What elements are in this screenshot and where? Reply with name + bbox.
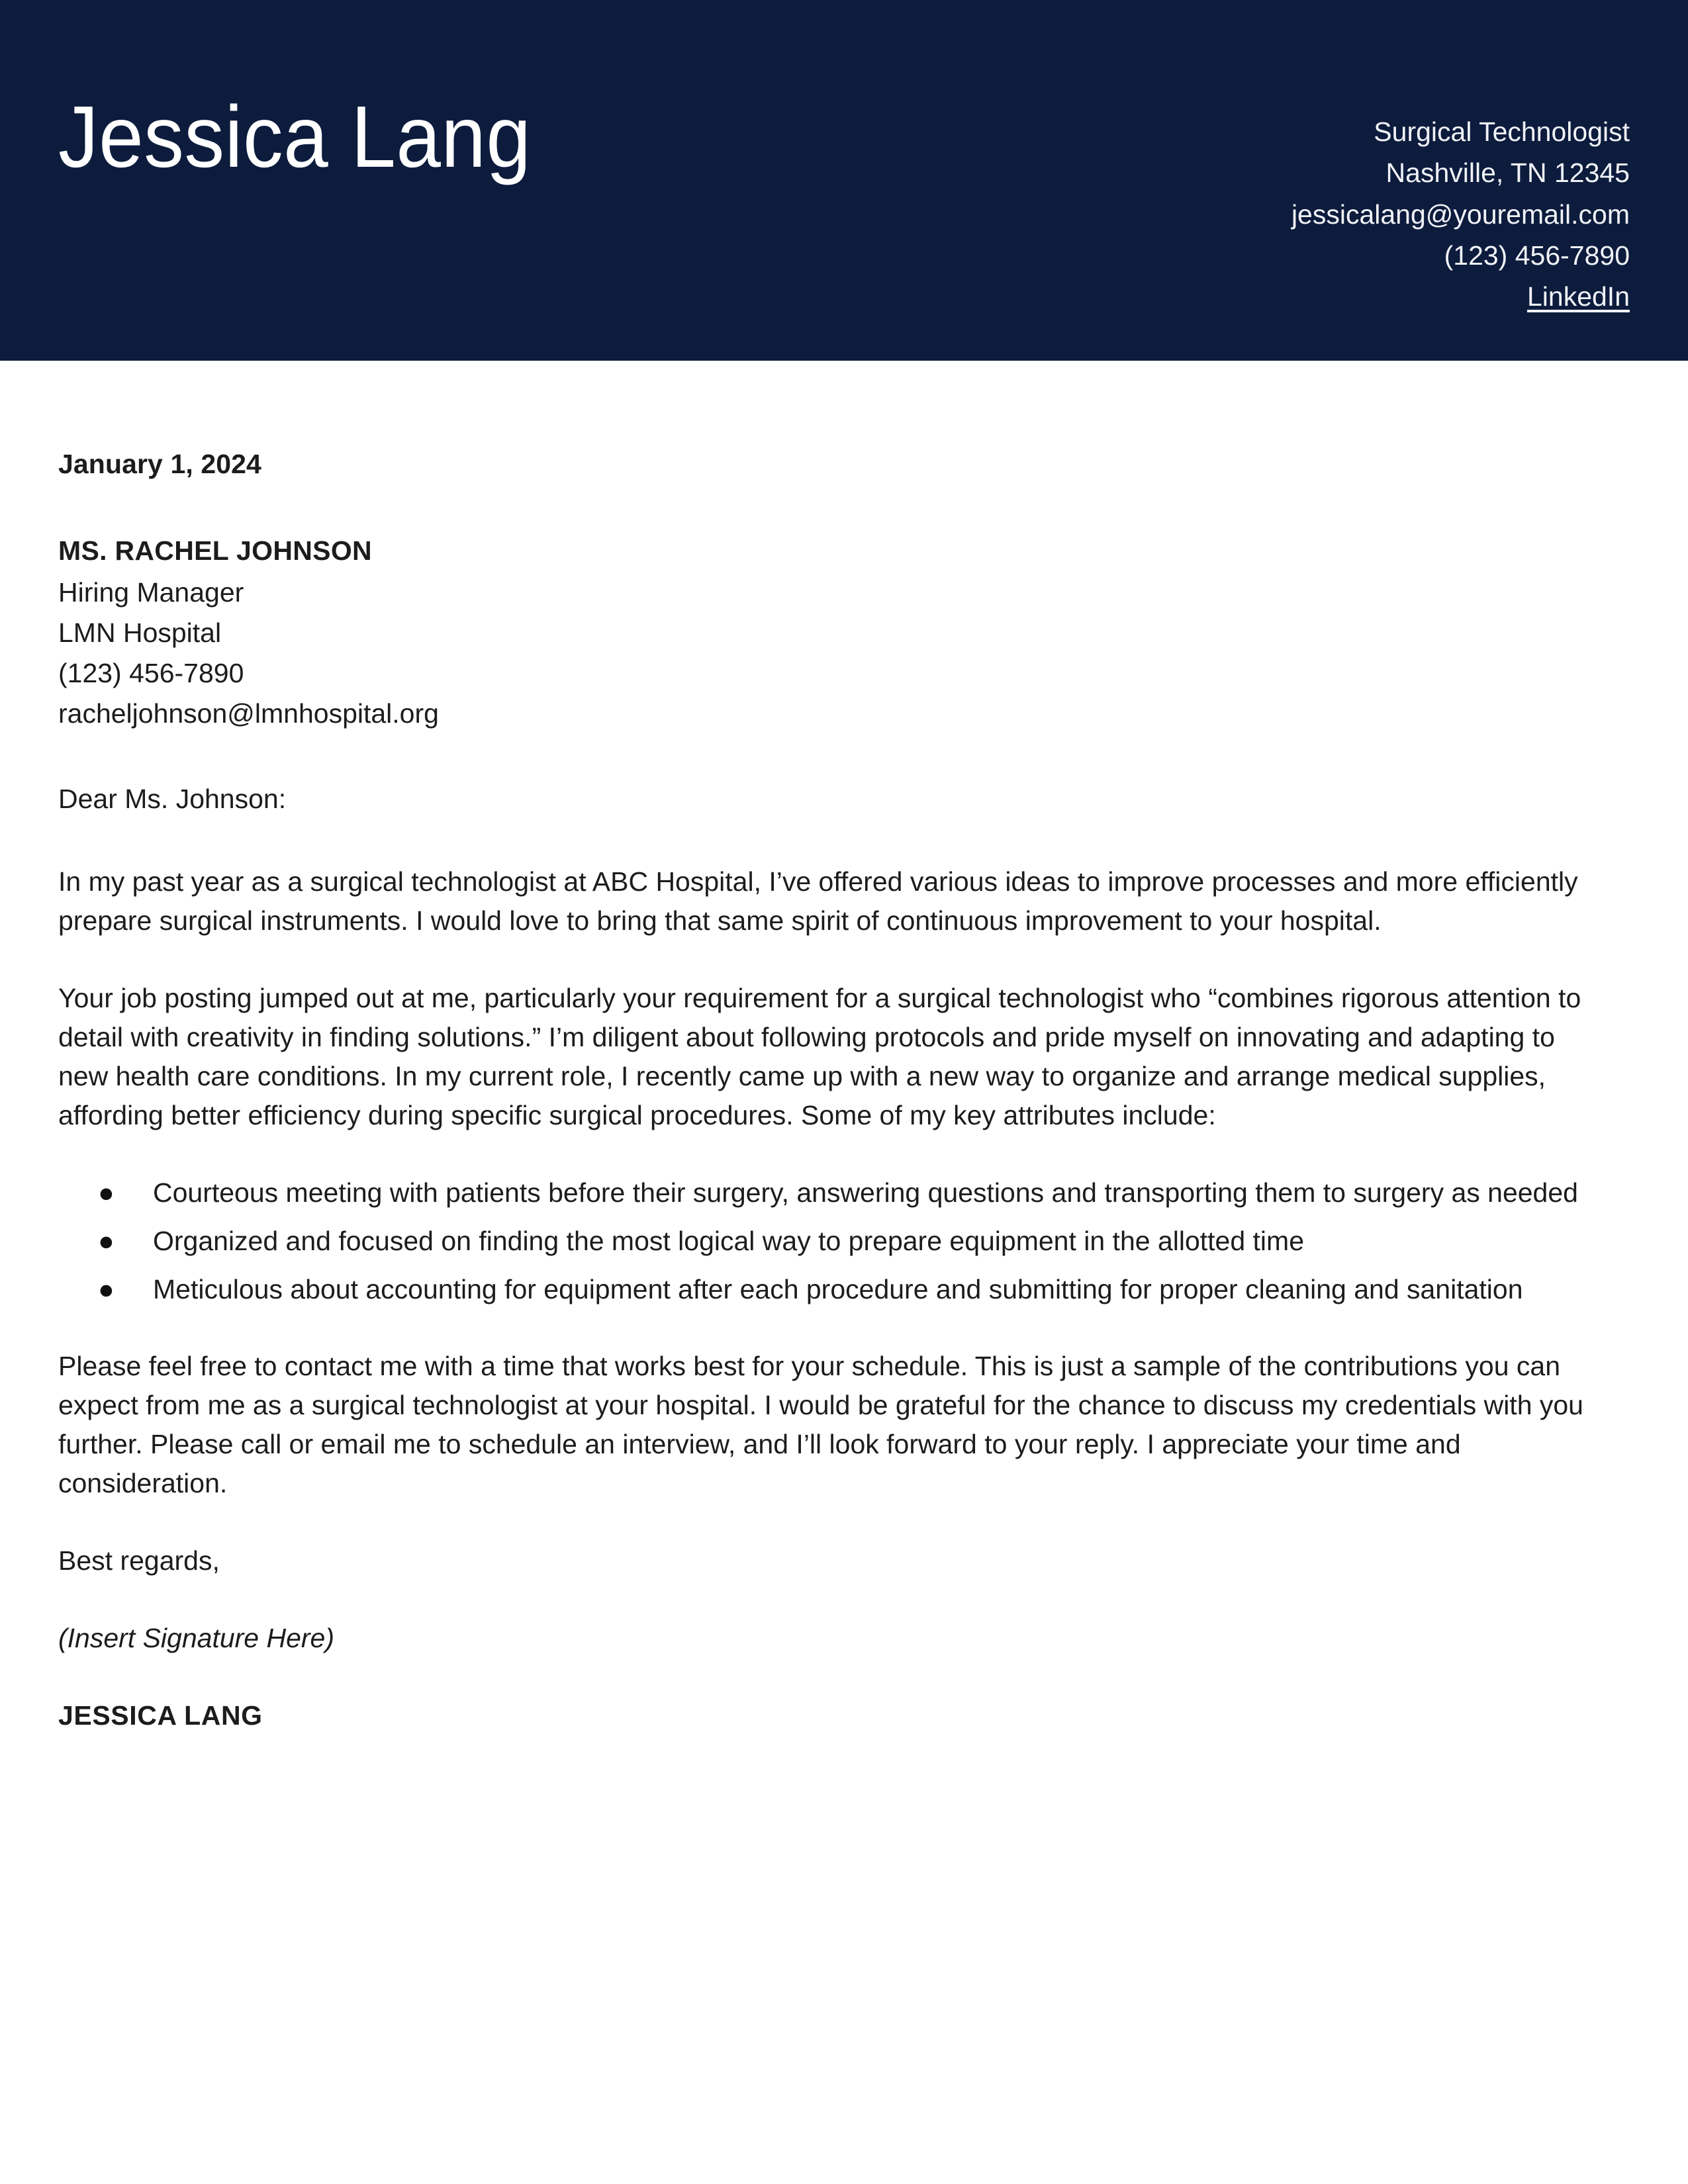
list-item bbox=[58, 1173, 1607, 1212]
bullet-dot-icon: ● bbox=[98, 1274, 115, 1305]
letter-body bbox=[58, 445, 1607, 1735]
recipient-email: racheljohnson@lmnhospital.org bbox=[58, 698, 439, 729]
recipient-organization: LMN Hospital bbox=[58, 617, 222, 649]
closing-paragraph: Please feel free to contact me with a time that works best for your schedule. This is just a sample of the contributions you can expect from me as a surgical technologist at your hospital. I would be grateful for the chance to discuss my credentials with you further. Please call or email me to schedule an interview, and I’ll look forward to your reply. I appreciate your time and consideration. bbox=[58, 1350, 1583, 1498]
applicant-name: Jessica Lang bbox=[58, 88, 532, 185]
signature-placeholder: (Insert Signature Here) bbox=[58, 1622, 335, 1653]
recipient-phone: (123) 456-7890 bbox=[58, 658, 244, 689]
list-item bbox=[58, 1222, 1607, 1261]
signature-name: JESSICA LANG bbox=[58, 1700, 263, 1731]
letter-date: January 1, 2024 bbox=[58, 449, 261, 479]
salutation: Dear Ms. Johnson: bbox=[58, 784, 287, 815]
body-paragraph-1: In my past year as a surgical technologist at ABC Hospital, I’ve offered various ideas to improve processes and more efficiently prepare surgical instruments. I would love to bring that same spirit of continuous improvement to your hospital. bbox=[58, 866, 1578, 936]
contact-linkedin-wrapper bbox=[1291, 276, 1630, 317]
linkedin-link[interactable]: LinkedIn bbox=[1526, 281, 1630, 312]
name-block bbox=[58, 88, 572, 185]
key-attributes-list bbox=[58, 1173, 1607, 1309]
list-item bbox=[58, 1270, 1607, 1309]
header-contact-block bbox=[1291, 111, 1630, 318]
recipient-title: Hiring Manager bbox=[58, 577, 244, 608]
list-item-text: Meticulous about accounting for equipment after each procedure and submitting for proper cleaning and sanitation bbox=[153, 1274, 1523, 1305]
list-item-text: Courteous meeting with patients before their surgery, answering questions and transporting them to surgery as needed bbox=[153, 1177, 1578, 1208]
contact-job-title: Surgical Technologist bbox=[1374, 116, 1630, 147]
sign-off: Best regards, bbox=[58, 1545, 220, 1576]
body-paragraph-2: Your job posting jumped out at me, particularly your requirement for a surgical technologist who “combines rigorous attention to detail with creativity in finding solutions.” I’m diligent about following protocols and pride myself on innovating and adapting to new health care conditions. In my current role, I recently came up with a new way to organize and arrange medical supplies, affording better efficiency during specific surgical procedures. Some of my key attributes include: bbox=[58, 983, 1581, 1131]
bullet-dot-icon: ● bbox=[98, 1226, 115, 1257]
letter-header-band bbox=[0, 0, 1688, 361]
recipient-name: MS. RACHEL JOHNSON bbox=[58, 535, 372, 567]
contact-email[interactable]: jessicalang@youremail.com bbox=[1291, 199, 1630, 230]
recipient-block bbox=[58, 531, 1607, 733]
bullet-dot-icon: ● bbox=[98, 1177, 115, 1208]
list-item-text: Organized and focused on finding the most logical way to prepare equipment in the allotted time bbox=[153, 1226, 1304, 1257]
contact-phone[interactable]: (123) 456-7890 bbox=[1444, 240, 1630, 271]
contact-location: Nashville, TN 12345 bbox=[1385, 158, 1630, 189]
